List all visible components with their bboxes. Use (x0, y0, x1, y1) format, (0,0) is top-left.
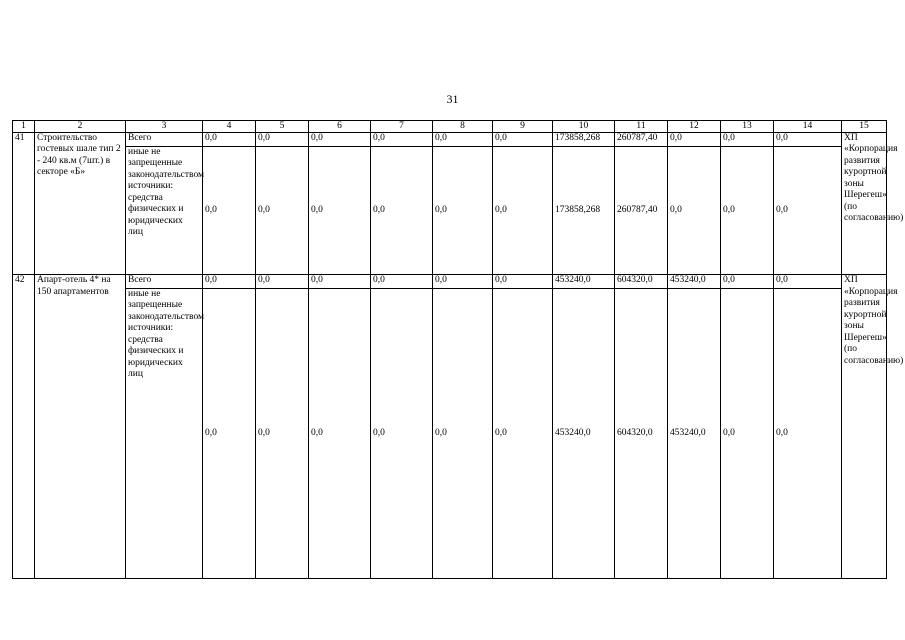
value-cell: 604320,0 (615, 288, 668, 578)
value-cell: 173858,268 (553, 132, 615, 146)
table-row-total (13, 132, 887, 146)
value-cell: 604320,0 (615, 275, 668, 289)
value-cell: 0,0 (371, 146, 433, 275)
col-header: 14 (774, 121, 842, 133)
col-header: 9 (493, 121, 553, 133)
table-row-source (13, 146, 887, 275)
col-header: 4 (203, 121, 256, 133)
value-cell: 0,0 (203, 146, 256, 275)
col-header: 1 (13, 121, 35, 133)
value-cell: 0,0 (203, 275, 256, 289)
value-cell: 0,0 (774, 288, 842, 578)
measure-name: Апарт-отель 4* на 150 апартаментов (35, 275, 126, 579)
col-header: 2 (35, 121, 126, 133)
value-cell: 0,0 (256, 288, 309, 578)
value-cell: 0,0 (493, 288, 553, 578)
col-header: 3 (126, 121, 203, 133)
col-header: 5 (256, 121, 309, 133)
value-cell: 260787,40 (615, 146, 668, 275)
value-cell: 0,0 (493, 275, 553, 289)
executor-cell: ХП «Корпорация развития курортной зоны Шерегеш» (по согласованию) (842, 132, 887, 274)
value-cell: 453240,0 (668, 275, 721, 289)
value-cell: 0,0 (433, 288, 493, 578)
value-cell: 453240,0 (668, 288, 721, 578)
value-cell: 0,0 (721, 275, 774, 289)
value-cell: 453240,0 (553, 275, 615, 289)
col-header: 11 (615, 121, 668, 133)
value-cell: 0,0 (721, 132, 774, 146)
value-cell: 0,0 (371, 275, 433, 289)
value-cell: 0,0 (371, 288, 433, 578)
value-cell: 0,0 (721, 288, 774, 578)
value-cell: 0,0 (433, 275, 493, 289)
executor-cell: ХП «Корпорация развития курортной зоны Шерегеш» (по согласованию) (842, 275, 887, 579)
program-table (12, 120, 904, 579)
source-total-label: Всего (126, 132, 203, 146)
value-cell: 0,0 (433, 132, 493, 146)
value-cell: 0,0 (774, 132, 842, 146)
value-cell: 453240,0 (553, 288, 615, 578)
row-number: 41 (13, 132, 35, 274)
header-row (13, 121, 887, 133)
value-cell: 0,0 (774, 146, 842, 275)
value-cell: 0,0 (774, 275, 842, 289)
measure-name: Строительство гостевых шале тип 2 - 240 кв.м (7шт.) в секторе «Б» (35, 132, 126, 274)
value-cell: 0,0 (493, 132, 553, 146)
value-cell: 0,0 (256, 146, 309, 275)
value-cell: 0,0 (256, 275, 309, 289)
value-cell: 0,0 (433, 146, 493, 275)
value-cell: 0,0 (309, 275, 371, 289)
col-header: 10 (553, 121, 615, 133)
col-header: 13 (721, 121, 774, 133)
source-label: иные не запрещенные законодательством источники: средства физических и юридических лиц (126, 146, 203, 275)
table-row-total (13, 275, 887, 289)
value-cell: 0,0 (203, 132, 256, 146)
value-cell: 0,0 (309, 146, 371, 275)
source-label: иные не запрещенные законодательством источники: средства физических и юридических лиц (126, 288, 203, 578)
row-number: 42 (13, 275, 35, 579)
value-cell: 0,0 (721, 146, 774, 275)
value-cell: 0,0 (493, 146, 553, 275)
col-header: 6 (309, 121, 371, 133)
value-cell: 173858,268 (553, 146, 615, 275)
value-cell: 0,0 (371, 132, 433, 146)
col-header: 7 (371, 121, 433, 133)
col-header: 8 (433, 121, 493, 133)
value-cell: 0,0 (309, 132, 371, 146)
value-cell: 0,0 (309, 288, 371, 578)
value-cell: 0,0 (203, 288, 256, 578)
value-cell: 0,0 (668, 146, 721, 275)
value-cell: 260787,40 (615, 132, 668, 146)
source-total-label: Всего (126, 275, 203, 289)
value-cell: 0,0 (668, 132, 721, 146)
col-header: 15 (842, 121, 887, 133)
col-header: 12 (668, 121, 721, 133)
value-cell: 0,0 (256, 132, 309, 146)
page-number: 31 (446, 92, 459, 106)
table-row-source (13, 288, 887, 578)
